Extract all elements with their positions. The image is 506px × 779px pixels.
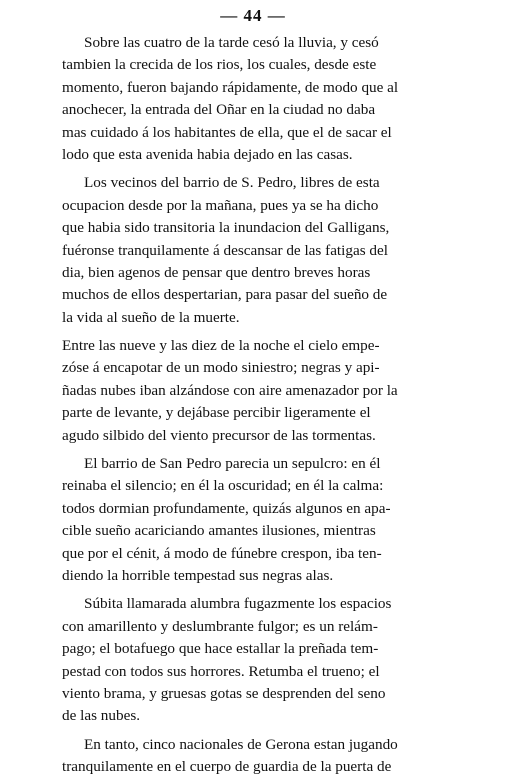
text-line: de las nubes. — [62, 707, 141, 725]
text-line: tambien la crecida de los rios, los cuales, desde este — [62, 56, 377, 74]
paragraph — [62, 734, 440, 779]
body-text — [62, 32, 440, 779]
text-line: agudo silbido del viento precursor de las tormentas. — [62, 426, 376, 444]
text-line: cible sueño acariciando amantes ilusiones, mientras — [62, 522, 376, 540]
text-line: fuéronse tranquilamente á descansar de las fatigas del — [62, 241, 388, 259]
page-number: — 44 — — [220, 6, 286, 25]
text-line: con amarillento y deslumbrante fulgor; es un relám- — [62, 617, 378, 635]
text-line: parte de levante, y dejábase percibir ligeramente el — [62, 404, 371, 422]
text-line: anochecer, la entrada del Oñar en la ciudad no daba — [62, 101, 376, 119]
text-line: zóse á encapotar de un modo siniestro; negras y api- — [62, 359, 380, 377]
text-line: reinaba el silencio; en él la oscuridad; en él la calma: — [62, 477, 384, 495]
paragraph — [62, 593, 440, 727]
paragraph — [62, 32, 440, 166]
paragraph — [62, 335, 440, 447]
text-line: la vida al sueño de la muerte. — [62, 308, 240, 326]
text-line: que habia sido transitoria la inundacion del Galligans, — [62, 219, 390, 237]
text-line: pago; el botafuego que hace estallar la preñada tem- — [62, 640, 379, 658]
text-line: momento, fueron bajando rápidamente, de modo que al — [62, 78, 399, 96]
text-line: diendo la horrible tempestad sus negras alas. — [62, 566, 334, 584]
text-line: En tanto, cinco nacionales de Gerona estan jugando — [84, 735, 398, 753]
text-line: tranquilamente en el cuerpo de guardia de la puerta de — [62, 758, 392, 776]
text-line: Sobre las cuatro de la tarde cesó la lluvia, y cesó — [84, 34, 379, 51]
text-line: Súbita llamarada alumbra fugazmente los espacios — [84, 595, 392, 613]
text-line: muchos de ellos despertarian, para pasar del sueño de — [62, 286, 388, 304]
text-line: ñadas nubes iban alzándose con aire amenazador por la — [62, 381, 398, 399]
text-line: lodo que esta avenida habia dejado en las casas. — [62, 145, 353, 163]
paragraph — [62, 172, 440, 329]
text-line: mas cuidado á los habitantes de ella, que el de sacar el — [62, 123, 392, 141]
text-line: Los vecinos del barrio de S. Pedro, libres de esta — [84, 174, 380, 192]
text-line: viento brama, y gruesas gotas se desprenden del seno — [62, 684, 386, 702]
text-line: Entre las nueve y las diez de la noche el cielo empe- — [62, 337, 380, 355]
text-line: todos dormian profundamente, quizás algunos en apa- — [62, 499, 391, 517]
paragraph — [62, 453, 440, 587]
text-line: que por el cénit, á modo de fúnebre crespon, iba ten- — [62, 544, 382, 562]
text-line: El barrio de San Pedro parecia un sepulcro: en él — [84, 455, 381, 473]
text-line: ocupacion desde por la mañana, pues ya se ha dicho — [62, 196, 379, 214]
text-line: pestad con todos sus horrores. Retumba el trueno; el — [62, 662, 380, 680]
text-line: dia, bien agenos de pensar que dentro breves horas — [62, 263, 371, 281]
